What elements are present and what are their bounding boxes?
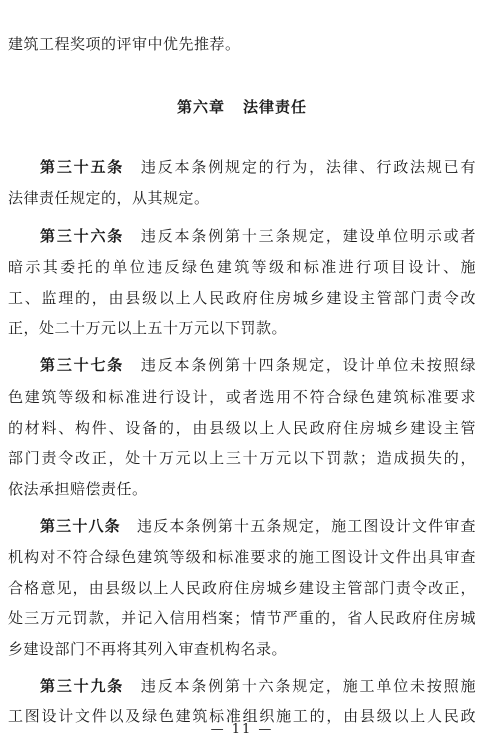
article-number: 第三十六条: [40, 227, 125, 245]
article-36-line-4: 正，处二十万元以上五十万元以下罚款。: [8, 319, 288, 337]
chapter-heading: [0, 97, 484, 117]
article-36-line-3: 工、监理的，由县级以上人民政府住房城乡建设主管部门责令改: [8, 289, 476, 307]
chapter-number: 第六章: [176, 98, 225, 116]
page-number: — 11 —: [210, 722, 274, 737]
article-38-line-2: 机构对不符合绿色建筑等级和标准要求的施工图设计文件出具审查: [8, 548, 476, 566]
article-37-line-1: [40, 355, 476, 375]
intro-line: 建筑工程奖项的评审中优先推荐。: [8, 35, 241, 53]
article-37-line-4: 部门责令改正，处十万元以上三十万元以下罚款；造成损失的，: [8, 449, 476, 467]
article-number: 第三十五条: [40, 158, 125, 176]
article-text: 违反本条例第十六条规定，施工单位未按照施: [140, 677, 476, 695]
article-number: 第三十八条: [40, 517, 121, 535]
article-text: 违反本条例第十五条规定，施工图设计文件审查: [137, 517, 476, 535]
article-number: 第三十七条: [40, 356, 125, 374]
article-38-line-4: 处三万元罚款，并记入信用档案；情节严重的，省人民政府住房城: [8, 609, 476, 627]
article-text: 违反本条例第十三条规定，建设单位明示或者: [140, 227, 476, 245]
article-38-line-3: 合格意见，由县级以上人民政府住房城乡建设主管部门责令改正，: [8, 579, 476, 597]
article-number: 第三十九条: [40, 677, 125, 695]
article-39-line-1: [40, 676, 476, 696]
article-39-line-2: 工图设计文件以及绿色建筑标准组织施工的，由县级以上人民政: [8, 707, 476, 725]
article-35-line-2: 法律责任规定的，从其规定。: [8, 189, 210, 207]
article-36-line-2: 暗示其委托的单位违反绿色建筑等级和标准进行项目设计、施: [8, 258, 476, 276]
article-35-line-1: [40, 157, 476, 177]
chapter-title: 法律责任: [243, 98, 308, 116]
article-36-line-1: [40, 226, 476, 246]
article-37-line-3: 的材料、构件、设备的，由县级以上人民政府住房城乡建设主管: [8, 419, 476, 437]
article-38-line-5: 乡建设部门不再将其列入审查机构名录。: [8, 640, 288, 658]
article-text: 违反本条例规定的行为，法律、行政法规已有: [140, 158, 476, 176]
article-text: 违反本条例第十四条规定，设计单位未按照绿: [140, 356, 476, 374]
article-37-line-5: 依法承担赔偿责任。: [8, 480, 148, 498]
article-37-line-2: 色建筑等级和标准进行设计，或者选用不符合绿色建筑标准要求: [8, 388, 476, 406]
article-38-line-1: [40, 516, 476, 536]
